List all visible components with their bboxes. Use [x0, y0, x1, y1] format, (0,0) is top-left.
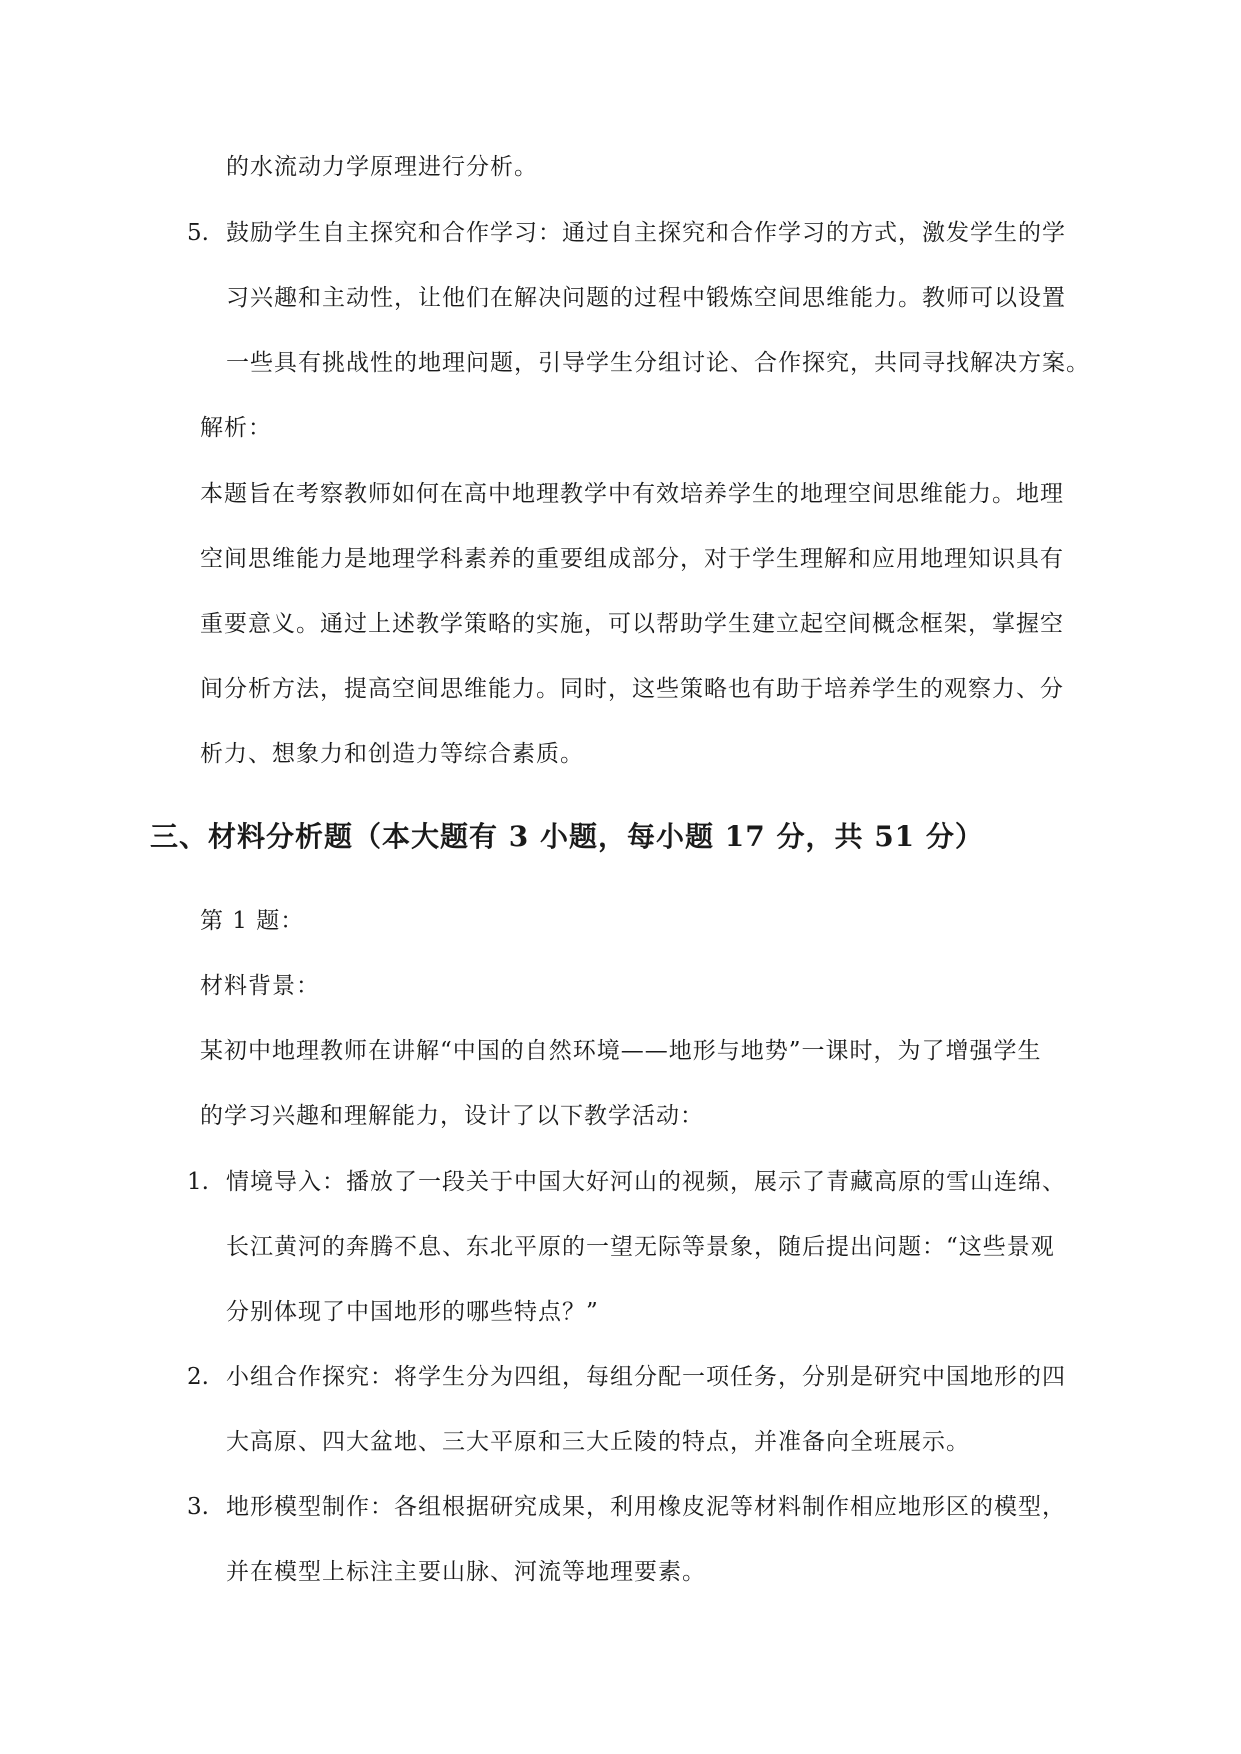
list-item-line: 一些具有挑战性的地理问题，引导学生分组讨论、合作探究，共同寻找解决方案。: [226, 350, 1090, 376]
analysis-line: 析力、想象力和创造力等综合素质。: [200, 741, 584, 767]
list-item-line: 地形模型制作：各组根据研究成果，利用橡皮泥等材料制作相应地形区的模型，: [226, 1494, 1066, 1520]
list-item-line: 小组合作探究：将学生分为四组，每组分配一项任务，分别是研究中国地形的四: [226, 1364, 1066, 1390]
list-item-line: 情境导入：播放了一段关于中国大好河山的视频，展示了青藏高原的雪山连绵、: [226, 1169, 1066, 1195]
material-intro-line: 某初中地理教师在讲解“中国的自然环境——地形与地势”一课时，为了增强学生: [200, 1038, 1042, 1064]
analysis-line: 空间思维能力是地理学科素养的重要组成部分，对于学生理解和应用地理知识具有: [200, 546, 1064, 572]
analysis-label: 解析：: [200, 415, 272, 441]
list-item-line: 大高原、四大盆地、三大平原和三大丘陵的特点，并准备向全班展示。: [226, 1429, 970, 1455]
section-heading: 三、材料分析题（本大题有 3 小题，每小题 17 分，共 51 分）: [150, 820, 984, 853]
list-item-number: 5.: [187, 220, 209, 246]
analysis-line: 间分析方法，提高空间思维能力。同时，这些策略也有助于培养学生的观察力、分: [200, 676, 1064, 702]
list-item-line: 习兴趣和主动性，让他们在解决问题的过程中锻炼空间思维能力。教师可以设置: [226, 285, 1066, 311]
list-item-line: 鼓励学生自主探究和合作学习：通过自主探究和合作学习的方式，激发学生的学: [226, 220, 1066, 246]
list-item-number: 1.: [187, 1169, 209, 1195]
continuation-line: 的水流动力学原理进行分析。: [226, 154, 538, 180]
list-item-line: 并在模型上标注主要山脉、河流等地理要素。: [226, 1559, 706, 1585]
material-background-label: 材料背景：: [200, 973, 320, 999]
material-intro-line: 的学习兴趣和理解能力，设计了以下教学活动：: [200, 1103, 704, 1129]
list-item-line: 分别体现了中国地形的哪些特点？”: [226, 1299, 599, 1325]
question-label: 第 1 题：: [200, 908, 305, 934]
list-item-line: 长江黄河的奔腾不息、东北平原的一望无际等景象，随后提出问题：“这些景观: [226, 1234, 1055, 1260]
analysis-line: 重要意义。通过上述教学策略的实施，可以帮助学生建立起空间概念框架，掌握空: [200, 611, 1064, 637]
analysis-line: 本题旨在考察教师如何在高中地理教学中有效培养学生的地理空间思维能力。地理: [200, 481, 1064, 507]
list-item-number: 3.: [187, 1494, 209, 1520]
list-item-number: 2.: [187, 1364, 209, 1390]
